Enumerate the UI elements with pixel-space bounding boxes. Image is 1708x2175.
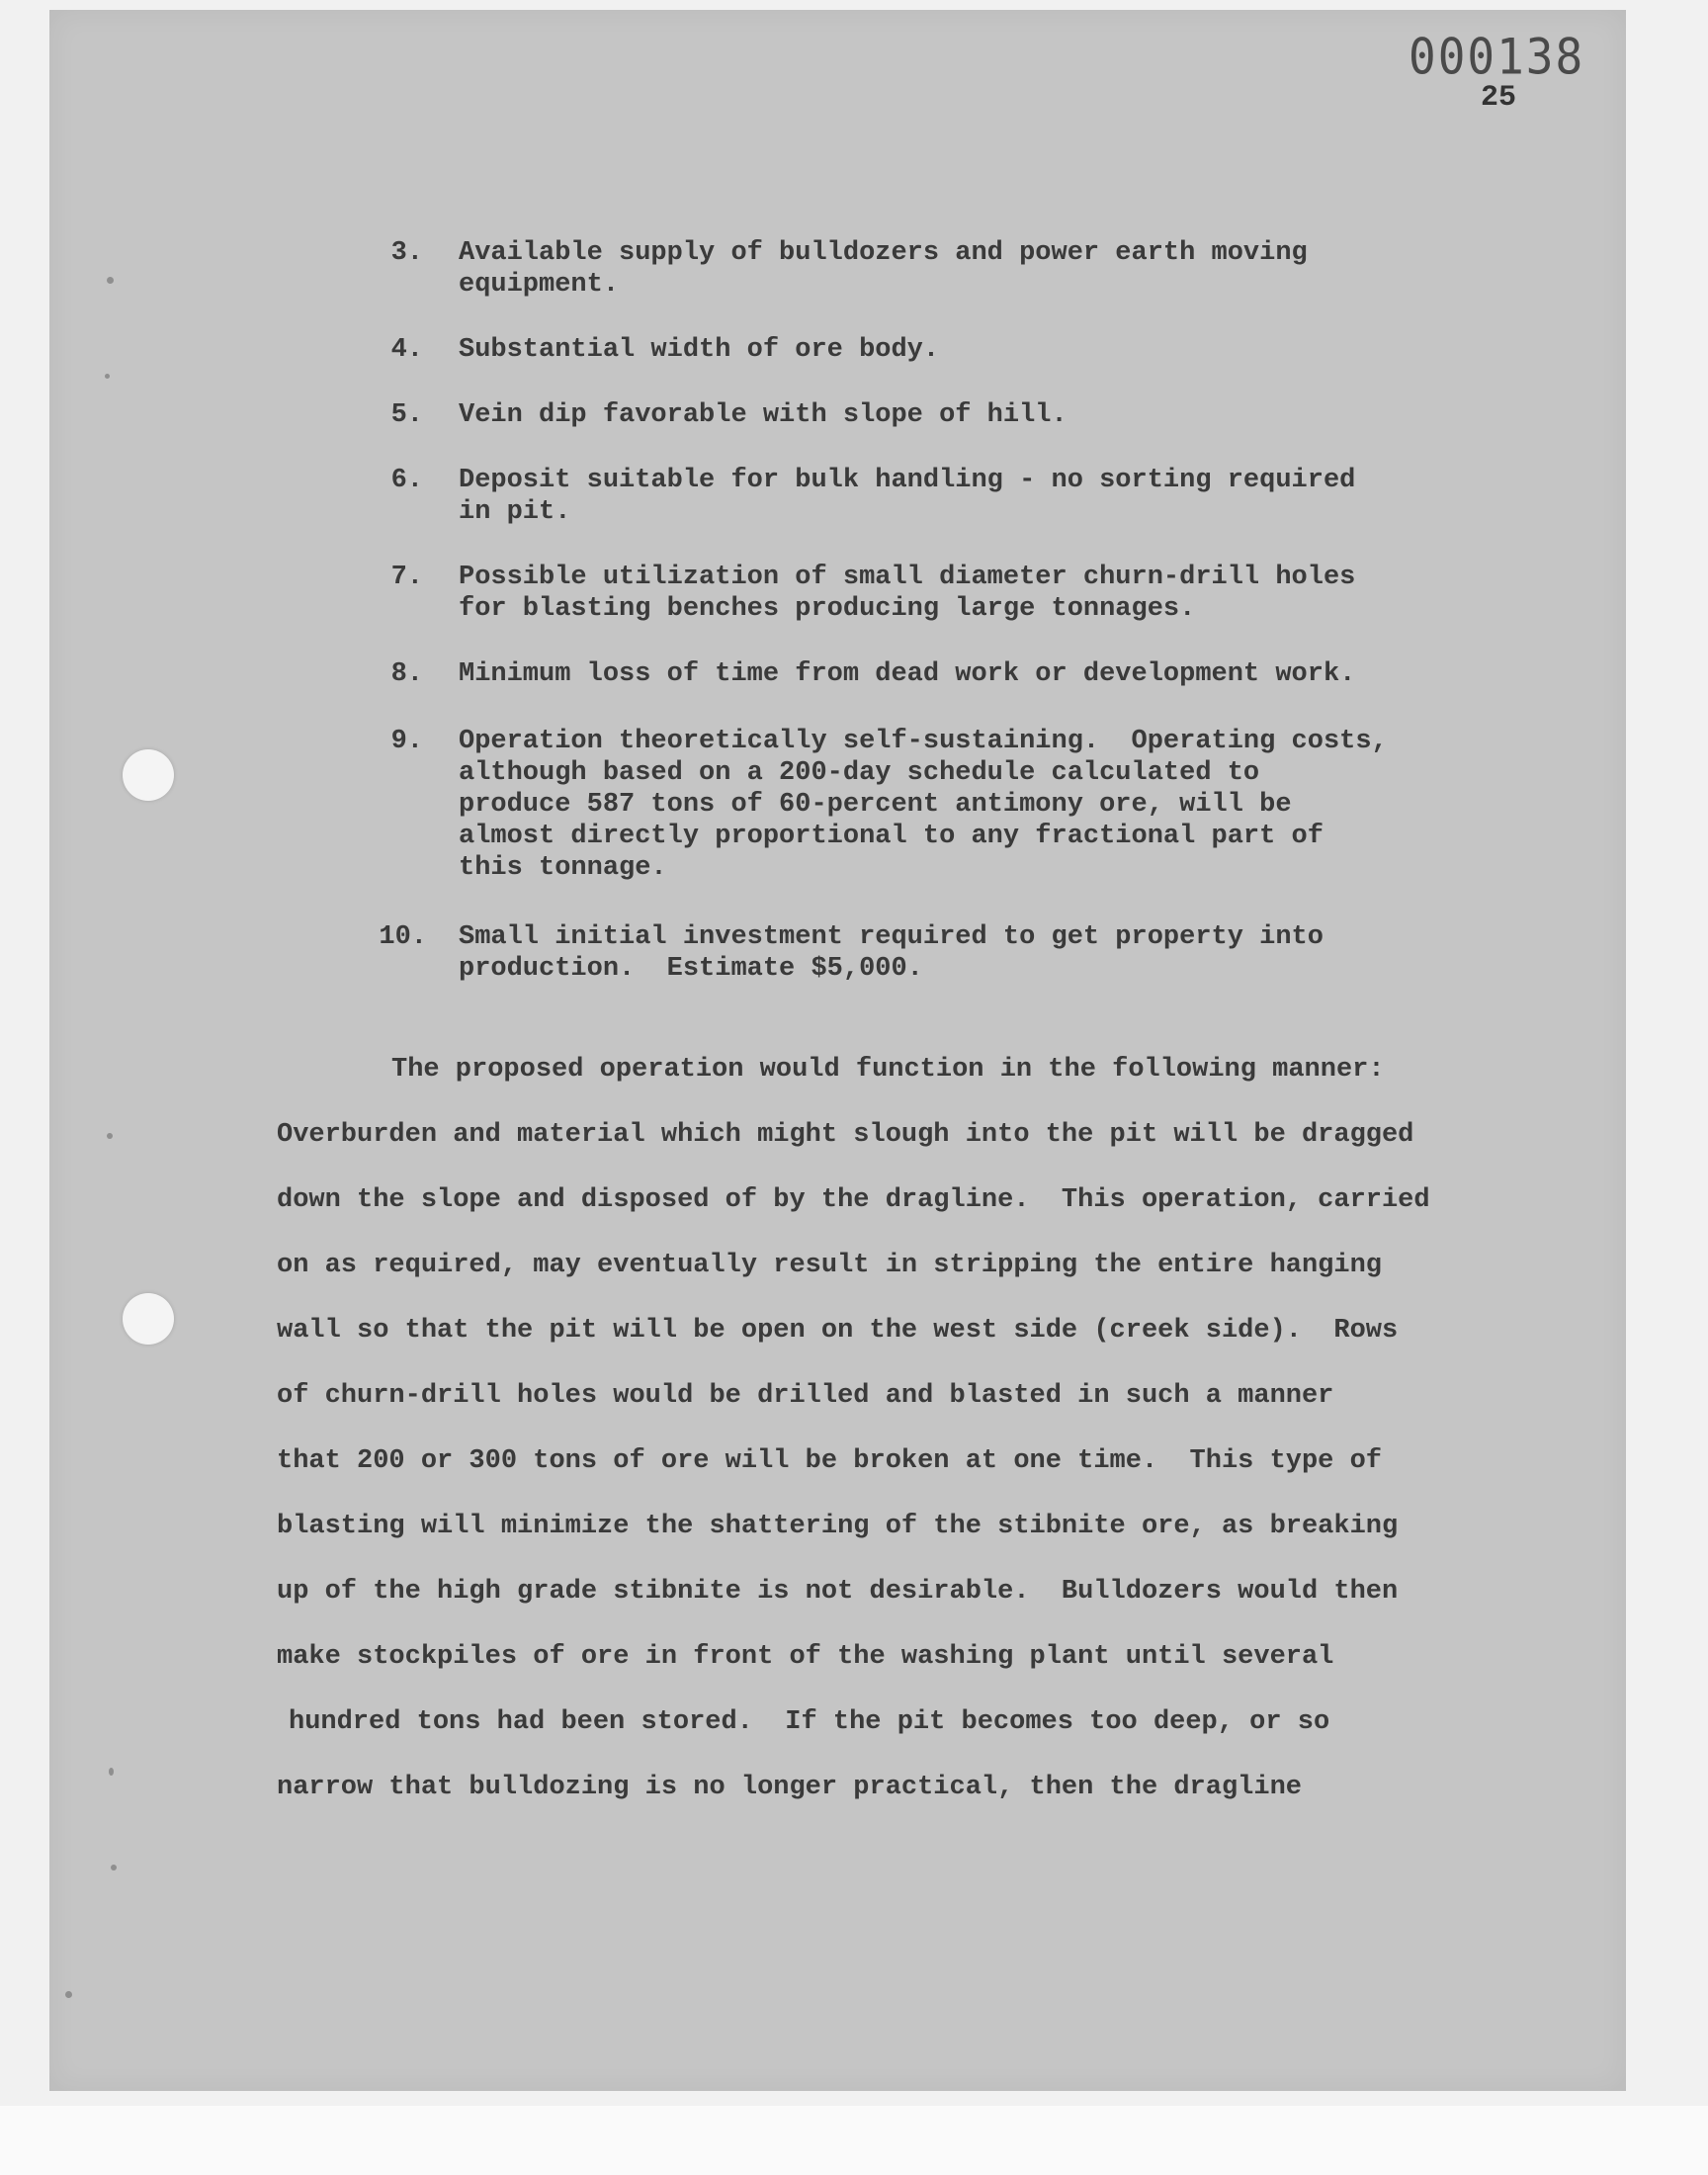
- list-item-text: Available supply of bulldozers and power earth moving: [459, 238, 1308, 268]
- paragraph-line: The proposed operation would function in the following manner:: [391, 1055, 1385, 1085]
- paragraph-line: narrow that bulldozing is no longer practical, then the dragline: [277, 1773, 1302, 1802]
- list-item-text: this tonnage.: [459, 853, 667, 883]
- list-item-text: for blasting benches producing large tonnages.: [459, 594, 1196, 624]
- list-item-text: Possible utilization of small diameter churn-drill holes: [459, 563, 1356, 592]
- paragraph-line: of churn-drill holes would be drilled and blasted in such a manner: [277, 1381, 1334, 1411]
- paragraph-line: down the slope and disposed of by the dragline. This operation, carried: [277, 1185, 1430, 1215]
- binder-hole-top: [123, 749, 174, 801]
- list-item-text: Small initial investment required to get property into: [459, 922, 1324, 952]
- margin-mark: [65, 1991, 72, 1998]
- margin-mark: [109, 1768, 114, 1776]
- paragraph-line: up of the high grade stibnite is not desirable. Bulldozers would then: [277, 1577, 1399, 1607]
- paragraph-line: Overburden and material which might slough into the pit will be dragged: [277, 1120, 1414, 1150]
- list-item-number: 8.: [390, 659, 423, 689]
- margin-mark: [107, 277, 114, 284]
- margin-mark: [107, 1133, 113, 1139]
- paragraph-line: blasting will minimize the shattering of the stibnite ore, as breaking: [277, 1512, 1399, 1541]
- list-item-text: Vein dip favorable with slope of hill.: [459, 400, 1068, 430]
- list-item-text: in pit.: [459, 497, 571, 527]
- list-item-number: 7.: [390, 563, 423, 592]
- margin-mark: [111, 1865, 117, 1870]
- binder-hole-bottom: [123, 1293, 174, 1345]
- document-stamp-number: 000138: [1409, 27, 1585, 86]
- paragraph-line: wall so that the pit will be open on the west side (creek side). Rows: [277, 1316, 1399, 1346]
- list-item-text: produce 587 tons of 60-percent antimony ore, will be: [459, 790, 1292, 820]
- list-item-number: 9.: [390, 727, 423, 756]
- list-item-text: although based on a 200-day schedule calculated to: [459, 758, 1260, 788]
- list-item-number: 10.: [379, 922, 427, 952]
- paragraph-line: make stockpiles of ore in front of the washing plant until several: [277, 1642, 1334, 1672]
- scan-bottom-margin: [0, 2106, 1708, 2175]
- paragraph-line: on as required, may eventually result in stripping the entire hanging: [277, 1251, 1382, 1280]
- paragraph-line: that 200 or 300 tons of ore will be broken at one time. This type of: [277, 1446, 1382, 1476]
- list-item-number: 4.: [390, 335, 423, 365]
- list-item-number: 6.: [390, 466, 423, 495]
- list-item-text: production. Estimate $5,000.: [459, 954, 923, 984]
- list-item-text: Deposit suitable for bulk handling - no sorting required: [459, 466, 1356, 495]
- margin-mark: [105, 374, 110, 379]
- list-item-text: equipment.: [459, 270, 620, 300]
- list-item-text: Operation theoretically self-sustaining. Operating costs,: [459, 727, 1388, 756]
- list-item-text: Substantial width of ore body.: [459, 335, 940, 365]
- page-number: 25: [1481, 81, 1517, 115]
- list-item-number: 5.: [390, 400, 423, 430]
- paragraph-line: hundred tons had been stored. If the pit becomes too deep, or so: [289, 1707, 1330, 1737]
- list-item-text: almost directly proportional to any fractional part of: [459, 822, 1324, 851]
- list-item-text: Minimum loss of time from dead work or development work.: [459, 659, 1356, 689]
- list-item-number: 3.: [390, 238, 423, 268]
